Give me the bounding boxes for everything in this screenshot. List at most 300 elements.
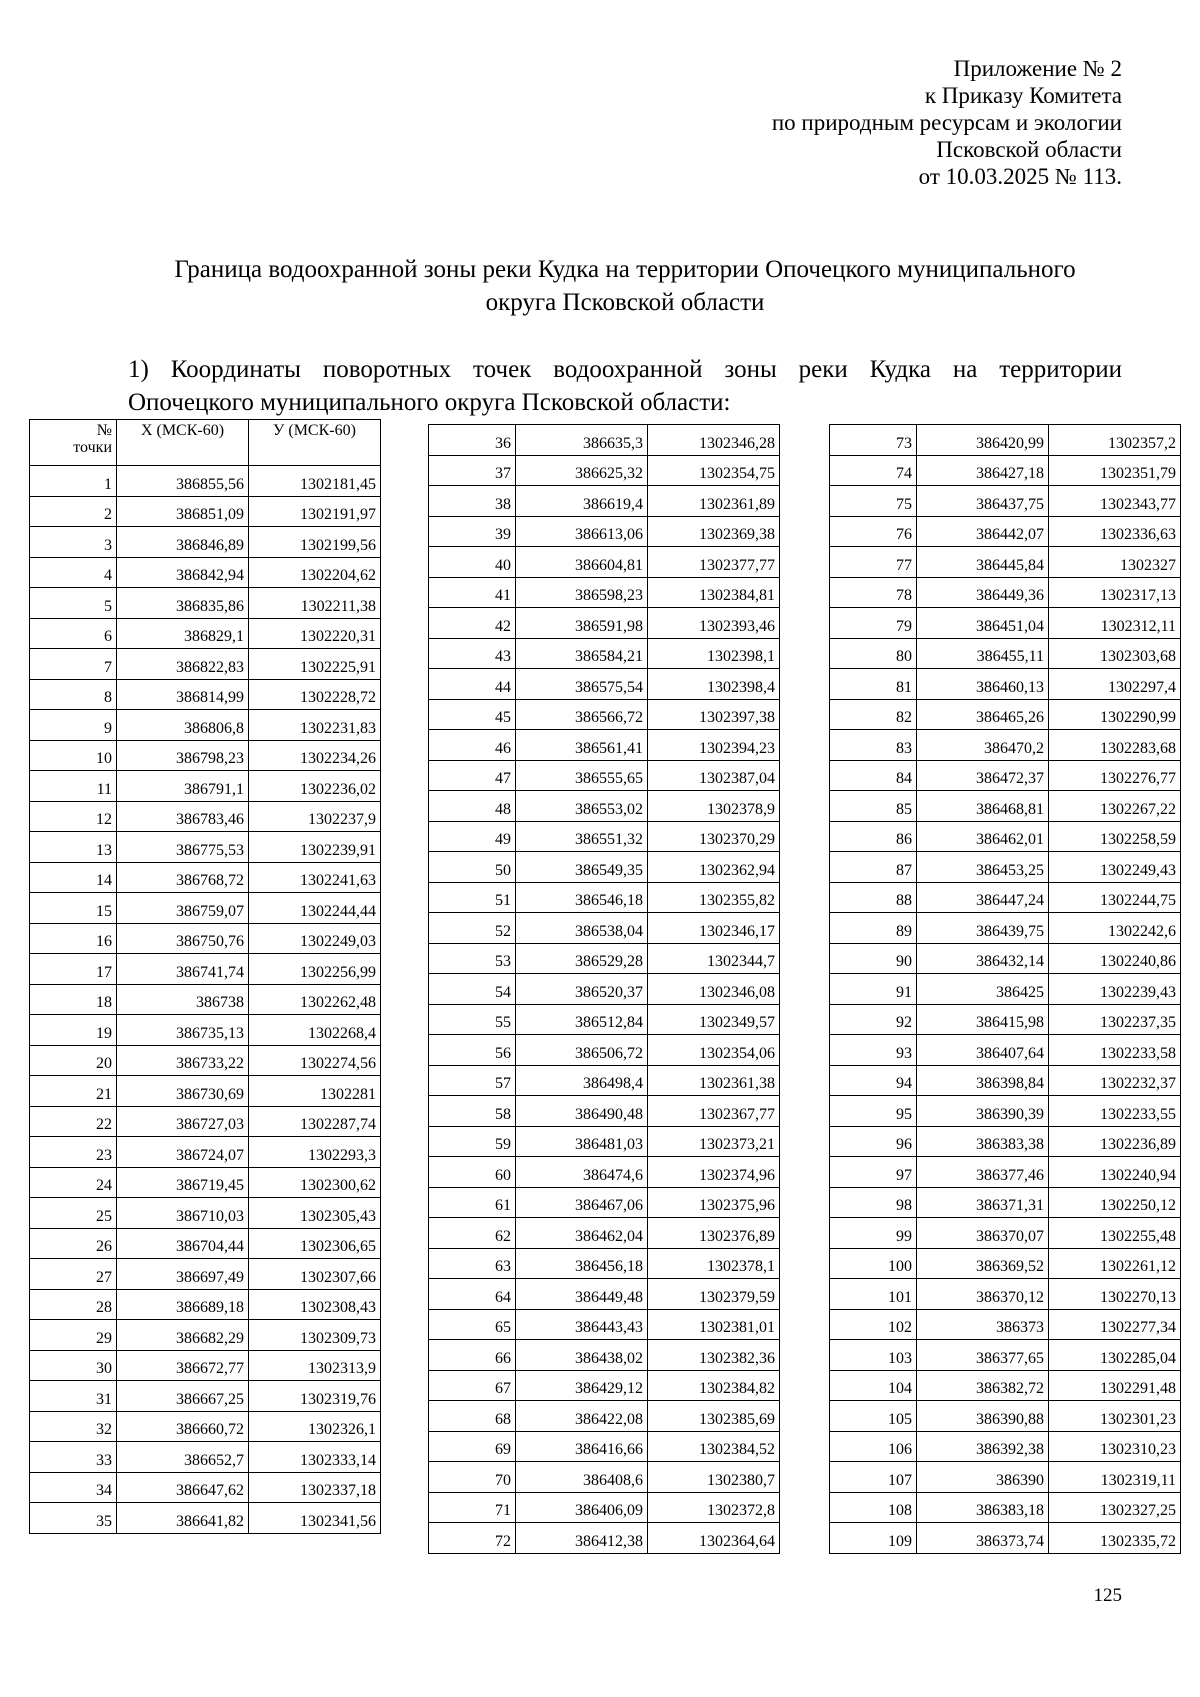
- y-coordinate-cell: 1302398,1: [648, 638, 780, 669]
- x-coordinate-cell: 386730,69: [117, 1076, 249, 1107]
- x-coordinate-cell: 386472,37: [917, 760, 1049, 791]
- table-row: [429, 1096, 780, 1127]
- y-coordinate-cell: 1302369,38: [648, 516, 780, 547]
- title-line: Граница водоохранной зоны реки Кудка на территории Опочецкого муниципального: [174, 256, 1076, 283]
- y-coordinate-cell: 1302370,29: [648, 821, 780, 852]
- y-coordinate-cell: 1302351,79: [1049, 455, 1181, 486]
- x-coordinate-cell: 386460,13: [917, 669, 1049, 700]
- table-row: [30, 1228, 381, 1259]
- table-row: [30, 618, 381, 649]
- x-coordinate-cell: 386584,21: [516, 638, 648, 669]
- x-coordinate-cell: 386738: [117, 984, 249, 1015]
- y-coordinate-cell: 1302341,56: [249, 1503, 381, 1534]
- y-coordinate-cell: 1302220,31: [249, 618, 381, 649]
- x-coordinate-cell: 386416,66: [516, 1431, 648, 1462]
- y-coordinate-cell: 1302225,91: [249, 649, 381, 680]
- point-number-cell: 57: [429, 1065, 516, 1096]
- point-number-cell: 3: [30, 527, 117, 558]
- point-number-cell: 6: [30, 618, 117, 649]
- y-coordinate-cell: 1302285,04: [1049, 1340, 1181, 1371]
- x-coordinate-cell: 386455,11: [917, 638, 1049, 669]
- y-coordinate-cell: 1302313,9: [249, 1350, 381, 1381]
- table-row: [830, 1035, 1181, 1066]
- point-number-cell: 73: [830, 425, 917, 456]
- x-coordinate-cell: 386613,06: [516, 516, 648, 547]
- point-number-cell: 38: [429, 486, 516, 517]
- table-row: [830, 516, 1181, 547]
- point-number-cell: 42: [429, 608, 516, 639]
- point-number-cell: 86: [830, 821, 917, 852]
- x-coordinate-cell: 386768,72: [117, 862, 249, 893]
- point-number-cell: 74: [830, 455, 917, 486]
- x-coordinate-cell: 386750,76: [117, 923, 249, 954]
- header-line: к Приказу Комитета: [924, 83, 1122, 108]
- section-heading-line: Опочецкого муниципального округа Псковской области:: [128, 389, 731, 416]
- x-coordinate-cell: 386672,77: [117, 1350, 249, 1381]
- y-coordinate-cell: 1302381,01: [648, 1309, 780, 1340]
- table-row: [30, 1381, 381, 1412]
- x-coordinate-cell: 386798,23: [117, 740, 249, 771]
- y-coordinate-cell: 1302385,69: [648, 1401, 780, 1432]
- y-coordinate-cell: 1302232,37: [1049, 1065, 1181, 1096]
- x-coordinate-cell: 386724,07: [117, 1137, 249, 1168]
- table-row: [30, 1472, 381, 1503]
- table-row: [429, 1492, 780, 1523]
- point-number-cell: 17: [30, 954, 117, 985]
- point-number-cell: 104: [830, 1370, 917, 1401]
- y-coordinate-cell: 1302312,11: [1049, 608, 1181, 639]
- table-row: [830, 608, 1181, 639]
- table-row: [429, 425, 780, 456]
- x-coordinate-cell: 386377,46: [917, 1157, 1049, 1188]
- point-number-cell: 20: [30, 1045, 117, 1076]
- coordinates-table-3: [829, 424, 1181, 1554]
- y-coordinate-cell: 1302317,13: [1049, 577, 1181, 608]
- y-coordinate-cell: 1302372,8: [648, 1492, 780, 1523]
- x-coordinate-cell: 386369,52: [917, 1248, 1049, 1279]
- y-coordinate-cell: 1302380,7: [648, 1462, 780, 1493]
- y-coordinate-cell: 1302343,77: [1049, 486, 1181, 517]
- x-coordinate-cell: 386437,75: [917, 486, 1049, 517]
- table-row: [30, 832, 381, 863]
- x-coordinate-cell: 386453,25: [917, 852, 1049, 883]
- table-row: [830, 1187, 1181, 1218]
- y-coordinate-cell: 1302242,6: [1049, 913, 1181, 944]
- table-row: [830, 1431, 1181, 1462]
- point-number-cell: 26: [30, 1228, 117, 1259]
- point-number-cell: 24: [30, 1167, 117, 1198]
- point-number-cell: 79: [830, 608, 917, 639]
- table-row: [429, 730, 780, 761]
- x-coordinate-cell: 386652,7: [117, 1442, 249, 1473]
- table-row: [429, 1248, 780, 1279]
- table-row: [429, 1035, 780, 1066]
- table-row: [30, 496, 381, 527]
- point-number-cell: 15: [30, 893, 117, 924]
- x-coordinate-cell: 386370,12: [917, 1279, 1049, 1310]
- x-coordinate-cell: 386425: [917, 974, 1049, 1005]
- table-row: [429, 791, 780, 822]
- point-number-cell: 31: [30, 1381, 117, 1412]
- y-coordinate-cell: 1302255,48: [1049, 1218, 1181, 1249]
- x-coordinate-cell: 386407,64: [917, 1035, 1049, 1066]
- x-coordinate-cell: 386741,74: [117, 954, 249, 985]
- x-coordinate-cell: 386382,72: [917, 1370, 1049, 1401]
- point-number-cell: 95: [830, 1096, 917, 1127]
- y-coordinate-cell: 1302310,23: [1049, 1431, 1181, 1462]
- y-coordinate-cell: 1302361,38: [648, 1065, 780, 1096]
- x-coordinate-cell: 386851,09: [117, 496, 249, 527]
- point-number-cell: 48: [429, 791, 516, 822]
- point-number-cell: 1: [30, 466, 117, 497]
- x-coordinate-cell: 386390: [917, 1462, 1049, 1493]
- point-number-cell: 89: [830, 913, 917, 944]
- x-coordinate-cell: 386439,75: [917, 913, 1049, 944]
- x-coordinate-cell: 386733,22: [117, 1045, 249, 1076]
- table-row: [830, 1492, 1181, 1523]
- y-coordinate-cell: 1302293,3: [249, 1137, 381, 1168]
- x-coordinate-cell: 386512,84: [516, 1004, 648, 1035]
- header-line: Приложение № 2: [953, 56, 1122, 81]
- point-number-cell: 105: [830, 1401, 917, 1432]
- point-number-cell: 65: [429, 1309, 516, 1340]
- x-coordinate-cell: 386451,04: [917, 608, 1049, 639]
- point-number-cell: 43: [429, 638, 516, 669]
- table-row: [830, 425, 1181, 456]
- coordinates-table-3-body: [830, 425, 1181, 1554]
- table-row: [830, 1248, 1181, 1279]
- title-line: округа Псковской области: [485, 289, 765, 316]
- table-row: [830, 1279, 1181, 1310]
- table-row: [830, 1004, 1181, 1035]
- y-coordinate-cell: 1302377,77: [648, 547, 780, 578]
- table-row: [30, 527, 381, 558]
- table-row: [830, 1401, 1181, 1432]
- x-coordinate-cell: 386846,89: [117, 527, 249, 558]
- x-coordinate-cell: 386759,07: [117, 893, 249, 924]
- y-coordinate-cell: 1302267,22: [1049, 791, 1181, 822]
- y-coordinate-cell: 1302378,9: [648, 791, 780, 822]
- point-number-cell: 70: [429, 1462, 516, 1493]
- y-coordinate-cell: 1302327: [1049, 547, 1181, 578]
- y-coordinate-cell: 1302379,59: [648, 1279, 780, 1310]
- y-coordinate-cell: 1302361,89: [648, 486, 780, 517]
- table-row: [429, 699, 780, 730]
- y-coordinate-cell: 1302376,89: [648, 1218, 780, 1249]
- y-coordinate-cell: 1302231,83: [249, 710, 381, 741]
- y-coordinate-cell: 1302319,76: [249, 1381, 381, 1412]
- x-coordinate-cell: 386641,82: [117, 1503, 249, 1534]
- x-coordinate-cell: 386529,28: [516, 943, 648, 974]
- y-coordinate-cell: 1302181,45: [249, 466, 381, 497]
- y-coordinate-cell: 1302337,18: [249, 1472, 381, 1503]
- header-line: от 10.03.2025 № 113.: [918, 164, 1122, 189]
- point-number-cell: 92: [830, 1004, 917, 1035]
- x-coordinate-cell: 386704,44: [117, 1228, 249, 1259]
- y-coordinate-cell: 1302241,63: [249, 862, 381, 893]
- table-row: [830, 1218, 1181, 1249]
- table-row: [30, 466, 381, 497]
- table-row: [429, 1309, 780, 1340]
- x-coordinate-cell: 386682,29: [117, 1320, 249, 1351]
- x-coordinate-cell: 386422,08: [516, 1401, 648, 1432]
- table-row: [429, 974, 780, 1005]
- coordinates-table-1: [29, 419, 381, 1534]
- table-row: [30, 1137, 381, 1168]
- point-number-header-line: точки: [73, 439, 112, 456]
- y-coordinate-cell: 1302357,2: [1049, 425, 1181, 456]
- x-coordinate-cell: 386546,18: [516, 882, 648, 913]
- y-coordinate-cell: 1302397,38: [648, 699, 780, 730]
- x-coordinate-cell: 386415,98: [917, 1004, 1049, 1035]
- point-number-cell: 41: [429, 577, 516, 608]
- table-row: [30, 954, 381, 985]
- coordinates-table-2: [428, 424, 780, 1554]
- table-row: [429, 486, 780, 517]
- x-coordinate-cell: 386506,72: [516, 1035, 648, 1066]
- x-coordinate-cell: 386647,62: [117, 1472, 249, 1503]
- point-number-cell: 46: [429, 730, 516, 761]
- y-coordinate-cell: 1302346,17: [648, 913, 780, 944]
- point-number-cell: 11: [30, 771, 117, 802]
- table-row: [830, 943, 1181, 974]
- point-number-cell: 60: [429, 1157, 516, 1188]
- x-coordinate-cell: 386591,98: [516, 608, 648, 639]
- point-number-cell: 64: [429, 1279, 516, 1310]
- y-coordinate-cell: 1302276,77: [1049, 760, 1181, 791]
- x-coordinate-cell: 386427,18: [917, 455, 1049, 486]
- table-row: [429, 608, 780, 639]
- y-coordinate-cell: 1302378,1: [648, 1248, 780, 1279]
- point-number-cell: 28: [30, 1289, 117, 1320]
- table-row: [30, 1259, 381, 1290]
- y-coordinate-cell: 1302367,77: [648, 1096, 780, 1127]
- table-row: [30, 1320, 381, 1351]
- point-number-cell: 21: [30, 1076, 117, 1107]
- x-coordinate-cell: 386498,4: [516, 1065, 648, 1096]
- x-coordinate-cell: 386412,38: [516, 1523, 648, 1554]
- y-coordinate-cell: 1302394,23: [648, 730, 780, 761]
- y-coordinate-cell: 1302307,66: [249, 1259, 381, 1290]
- table-row: [429, 1065, 780, 1096]
- y-coordinate-cell: 1302335,72: [1049, 1523, 1181, 1554]
- point-number-cell: 77: [830, 547, 917, 578]
- y-coordinate-cell: 1302239,43: [1049, 974, 1181, 1005]
- x-coordinate-cell: 386806,8: [117, 710, 249, 741]
- table-row: [30, 771, 381, 802]
- point-number-cell: 56: [429, 1035, 516, 1066]
- table-row: [830, 1340, 1181, 1371]
- x-coordinate-cell: 386710,03: [117, 1198, 249, 1229]
- point-number-cell: 90: [830, 943, 917, 974]
- y-coordinate-cell: 1302233,55: [1049, 1096, 1181, 1127]
- point-number-cell: 23: [30, 1137, 117, 1168]
- y-coordinate-cell: 1302354,06: [648, 1035, 780, 1066]
- table-row: [30, 710, 381, 741]
- y-coordinate-cell: 1302301,23: [1049, 1401, 1181, 1432]
- point-number-cell: 71: [429, 1492, 516, 1523]
- y-coordinate-cell: 1302233,58: [1049, 1035, 1181, 1066]
- table-row: [429, 913, 780, 944]
- document-title: [128, 253, 1122, 319]
- x-coordinate-cell: 386373,74: [917, 1523, 1049, 1554]
- table-row: [429, 821, 780, 852]
- x-coordinate-cell: 386442,07: [917, 516, 1049, 547]
- point-number-cell: 106: [830, 1431, 917, 1462]
- x-coordinate-cell: 386727,03: [117, 1106, 249, 1137]
- x-coordinate-cell: 386566,72: [516, 699, 648, 730]
- y-coordinate-cell: 1302349,57: [648, 1004, 780, 1035]
- table-row: [830, 882, 1181, 913]
- table-row: [429, 547, 780, 578]
- x-coordinate-cell: 386383,38: [917, 1126, 1049, 1157]
- y-coordinate-cell: 1302268,4: [249, 1015, 381, 1046]
- x-coordinate-cell: 386814,99: [117, 679, 249, 710]
- y-coordinate-cell: 1302355,82: [648, 882, 780, 913]
- x-coordinate-cell: 386855,56: [117, 466, 249, 497]
- table-row: [30, 862, 381, 893]
- header-line: Псковской области: [936, 137, 1122, 162]
- y-coordinate-cell: 1302237,9: [249, 801, 381, 832]
- point-number-cell: 54: [429, 974, 516, 1005]
- y-coordinate-cell: 1302236,02: [249, 771, 381, 802]
- table-row: [830, 1523, 1181, 1554]
- point-number-cell: 76: [830, 516, 917, 547]
- point-number-cell: 96: [830, 1126, 917, 1157]
- y-coordinate-cell: 1302303,68: [1049, 638, 1181, 669]
- table-row: [830, 1462, 1181, 1493]
- point-number-cell: 80: [830, 638, 917, 669]
- x-coordinate-cell: 386660,72: [117, 1411, 249, 1442]
- x-coordinate-cell: 386835,86: [117, 588, 249, 619]
- table-row: [830, 1157, 1181, 1188]
- y-coordinate-cell: 1302236,89: [1049, 1126, 1181, 1157]
- y-coordinate-cell: 1302393,46: [648, 608, 780, 639]
- header-line: по природным ресурсам и экологии: [771, 110, 1122, 135]
- table-row: [30, 893, 381, 924]
- table-row: [429, 455, 780, 486]
- y-coordinate-cell: 1302346,28: [648, 425, 780, 456]
- x-coordinate-cell: 386398,84: [917, 1065, 1049, 1096]
- table-row: [30, 1198, 381, 1229]
- section-heading-line: 1) Координаты поворотных точек водоохранной зоны реки Кудка на территории: [128, 356, 1122, 383]
- x-coordinate-cell: 386555,65: [516, 760, 648, 791]
- point-number-cell: 30: [30, 1350, 117, 1381]
- x-coordinate-cell: 386468,81: [917, 791, 1049, 822]
- x-coordinate-cell: 386549,35: [516, 852, 648, 883]
- table-row: [830, 577, 1181, 608]
- point-number-cell: 7: [30, 649, 117, 680]
- x-coordinate-cell: 386689,18: [117, 1289, 249, 1320]
- x-coordinate-cell: 386373: [917, 1309, 1049, 1340]
- table-row: [429, 852, 780, 883]
- point-number-cell: 83: [830, 730, 917, 761]
- y-coordinate-cell: 1302374,96: [648, 1157, 780, 1188]
- table-row: [30, 1015, 381, 1046]
- x-coordinate-header: Х (МСК-60): [117, 420, 249, 466]
- point-number-cell: 93: [830, 1035, 917, 1066]
- table-row: [830, 699, 1181, 730]
- table-row: [830, 913, 1181, 944]
- x-coordinate-cell: 386465,26: [917, 699, 1049, 730]
- y-coordinate-cell: 1302211,38: [249, 588, 381, 619]
- x-coordinate-cell: 386619,4: [516, 486, 648, 517]
- y-coordinate-cell: 1302277,34: [1049, 1309, 1181, 1340]
- y-coordinate-cell: 1302300,62: [249, 1167, 381, 1198]
- y-coordinate-cell: 1302306,65: [249, 1228, 381, 1259]
- y-coordinate-cell: 1302199,56: [249, 527, 381, 558]
- point-number-cell: 2: [30, 496, 117, 527]
- point-number-cell: 75: [830, 486, 917, 517]
- table-row: [30, 740, 381, 771]
- table-row: [429, 1370, 780, 1401]
- point-number-cell: 97: [830, 1157, 917, 1188]
- point-number-header: [30, 420, 117, 466]
- x-coordinate-cell: 386598,23: [516, 577, 648, 608]
- point-number-cell: 63: [429, 1248, 516, 1279]
- x-coordinate-cell: 386432,14: [917, 943, 1049, 974]
- y-coordinate-cell: 1302346,08: [648, 974, 780, 1005]
- table-row: [830, 821, 1181, 852]
- table-row: [429, 516, 780, 547]
- point-number-cell: 36: [429, 425, 516, 456]
- coordinates-table-2-body: [429, 425, 780, 1554]
- y-coordinate-cell: 1302290,99: [1049, 699, 1181, 730]
- x-coordinate-cell: 386392,38: [917, 1431, 1049, 1462]
- point-number-cell: 52: [429, 913, 516, 944]
- point-number-cell: 107: [830, 1462, 917, 1493]
- y-coordinate-cell: 1302384,82: [648, 1370, 780, 1401]
- y-coordinate-cell: 1302291,48: [1049, 1370, 1181, 1401]
- y-coordinate-cell: 1302234,26: [249, 740, 381, 771]
- x-coordinate-cell: 386462,04: [516, 1218, 648, 1249]
- table-row: [830, 1309, 1181, 1340]
- point-number-cell: 84: [830, 760, 917, 791]
- x-coordinate-cell: 386408,6: [516, 1462, 648, 1493]
- point-number-cell: 45: [429, 699, 516, 730]
- table-row: [30, 649, 381, 680]
- x-coordinate-cell: 386443,43: [516, 1309, 648, 1340]
- page-number: 125: [1093, 1585, 1122, 1606]
- y-coordinate-cell: 1302191,97: [249, 496, 381, 527]
- point-number-cell: 87: [830, 852, 917, 883]
- y-coordinate-cell: 1302239,91: [249, 832, 381, 863]
- x-coordinate-cell: 386449,36: [917, 577, 1049, 608]
- y-coordinate-cell: 1302228,72: [249, 679, 381, 710]
- y-coordinate-cell: 1302305,43: [249, 1198, 381, 1229]
- point-number-cell: 39: [429, 516, 516, 547]
- point-number-cell: 108: [830, 1492, 917, 1523]
- x-coordinate-cell: 386390,88: [917, 1401, 1049, 1432]
- x-coordinate-cell: 386829,1: [117, 618, 249, 649]
- point-number-cell: 62: [429, 1218, 516, 1249]
- x-coordinate-cell: 386470,2: [917, 730, 1049, 761]
- table-row: [429, 1004, 780, 1035]
- table-row: [429, 1126, 780, 1157]
- point-number-cell: 88: [830, 882, 917, 913]
- table-row: [830, 852, 1181, 883]
- point-number-cell: 98: [830, 1187, 917, 1218]
- x-coordinate-cell: 386429,12: [516, 1370, 648, 1401]
- x-coordinate-cell: 386490,48: [516, 1096, 648, 1127]
- x-coordinate-cell: 386625,32: [516, 455, 648, 486]
- table-row: [30, 801, 381, 832]
- y-coordinate-cell: 1302384,52: [648, 1431, 780, 1462]
- y-coordinate-cell: 1302204,62: [249, 557, 381, 588]
- point-number-cell: 32: [30, 1411, 117, 1442]
- y-coordinate-cell: 1302249,43: [1049, 852, 1181, 883]
- table-row: [30, 1411, 381, 1442]
